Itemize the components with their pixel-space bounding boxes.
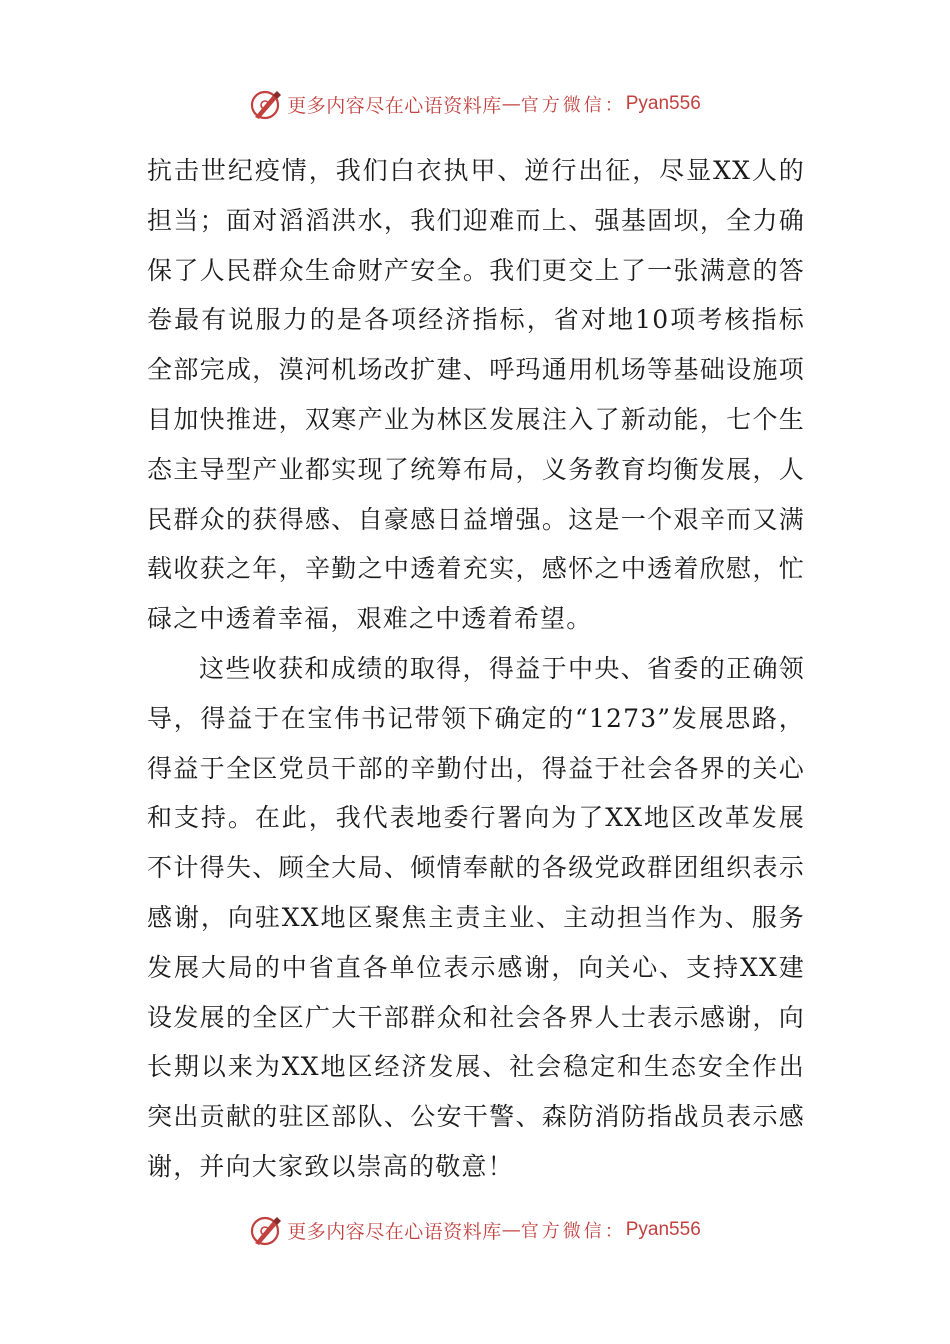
pen-logo-icon	[249, 87, 283, 121]
footer-banner	[0, 1210, 950, 1250]
paragraph-2: 这些收获和成绩的取得，得益于中央、省委的正确领导，得益于在宝伟书记带领下确定的“1273”发展思路，得益于全区党员干部的辛勤付出，得益于社会各界的关心和支持。在此，我代表地委行署向为了XX地区改革发展不计得失、顾全大局、倾情奉献的各级党政群团组织表示感谢，向驻XX地区聚焦主责主业、主动担当作为、服务发展大局的中省直各单位表示感谢，向关心、支持XX建设发展的全区广大干部群众和社会各界人士表示感谢，向长期以来为XX地区经济发展、社会稳定和生态安全作出突出贡献的驻区部队、公安干警、森防消防指战员表示感谢，并向大家致以崇高的敬意！	[147, 653, 805, 1181]
banner-separator: —	[501, 1219, 521, 1241]
banner-wechat-label: 官方微信：	[520, 95, 626, 116]
banner-wechat-label: 官方微信：	[520, 1221, 626, 1242]
pen-logo-icon	[249, 1213, 283, 1247]
header-banner	[0, 84, 950, 124]
document-body	[147, 146, 805, 1192]
paragraph-1: 抗击世纪疫情，我们白衣执甲、逆行出征，尽显XX人的担当；面对滔滔洪水，我们迎难而上、强基固坝，全力确保了人民群众生命财产安全。我们更交上了一张满意的答卷最有说服力的是各项经济指标，省对地10项考核指标全部完成，漠河机场改扩建、呼玛通用机场等基础设施项目加快推进，双寒产业为林区发展注入了新动能，七个生态主导型产业都实现了统筹布局，义务教育均衡发展，人民群众的获得感、自豪感日益增强。这是一个艰辛而又满载收获之年，辛勤之中透着充实，感怀之中透着欣慰，忙碌之中透着幸福，艰难之中透着希望。	[147, 156, 805, 634]
banner-wechat-id: Pyan556	[625, 1219, 701, 1240]
banner-title: 更多内容尽在心语资料库	[287, 1220, 502, 1243]
banner-separator: —	[501, 93, 521, 115]
banner-title: 更多内容尽在心语资料库	[287, 94, 502, 117]
banner-wechat-id: Pyan556	[625, 93, 701, 114]
